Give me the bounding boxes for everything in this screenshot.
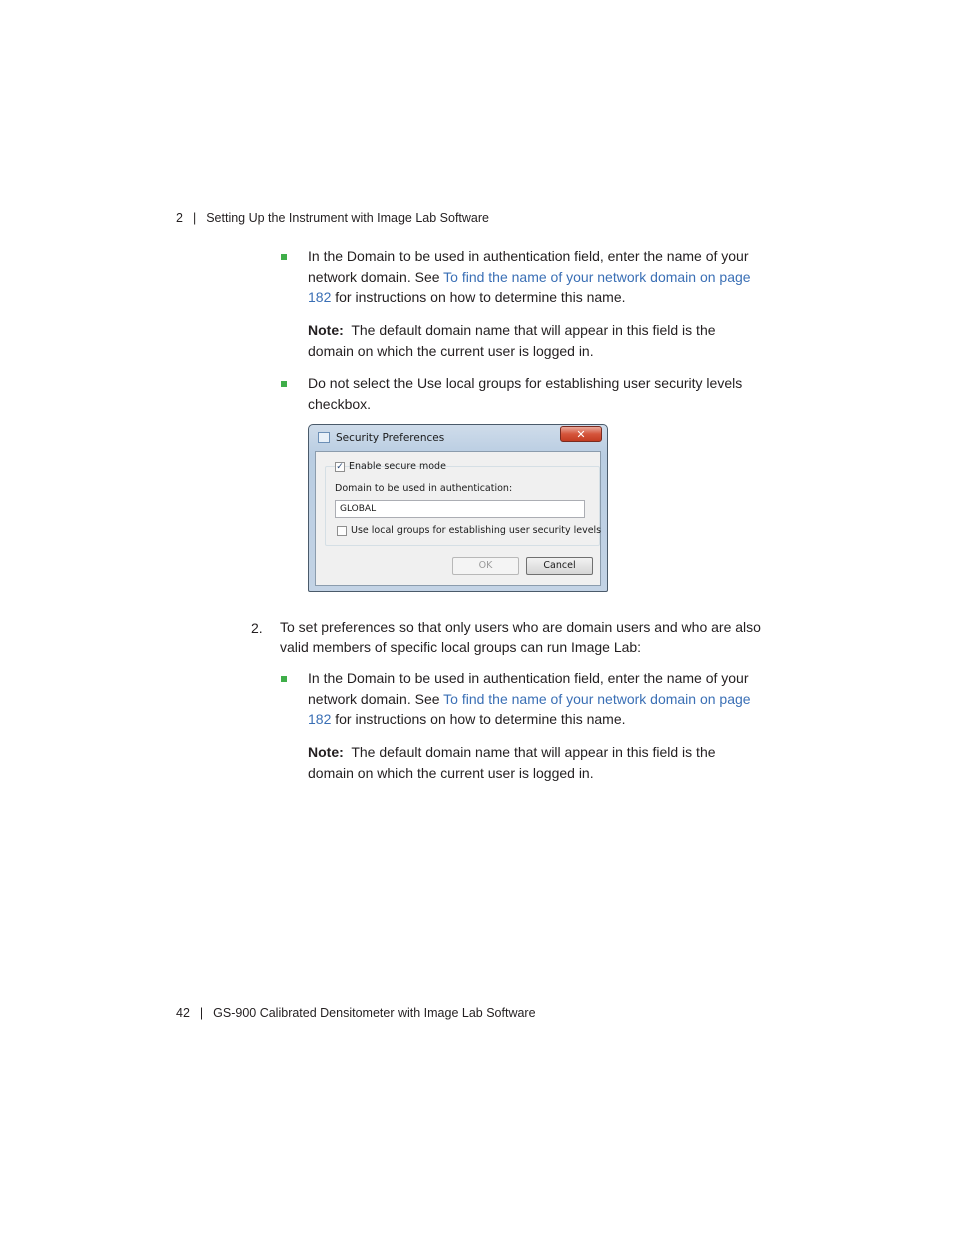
enable-secure-mode-checkbox[interactable]: ✓ xyxy=(336,462,344,472)
use-local-groups-label: Use local groups for establishing user security levels xyxy=(351,525,602,536)
note-label: Note: xyxy=(308,322,344,338)
security-preferences-dialog xyxy=(308,424,608,592)
cross-reference-link[interactable]: To find the name of your network domain on page 182 xyxy=(308,690,751,727)
dialog-client-area xyxy=(315,451,601,586)
bullet-text: In the Domain to be used in authentication field, enter the name of your network domain. See xyxy=(308,248,749,285)
dialog-title: Security Preferences xyxy=(336,432,445,444)
footer-page-number: 42 xyxy=(176,1006,190,1020)
enable-secure-mode-label: Enable secure mode xyxy=(349,461,446,472)
bullet-marker xyxy=(281,676,287,682)
note-label: Note: xyxy=(308,744,344,760)
bullet-marker xyxy=(281,254,287,260)
footer-title: GS-900 Calibrated Densitometer with Image Lab Software xyxy=(213,1006,536,1020)
step-text: To set preferences so that only users who are domain users and who are also valid members of specific local groups can run Image Lab: xyxy=(280,619,761,655)
domain-input[interactable]: GLOBAL xyxy=(335,500,585,518)
bullet-item-domain-field xyxy=(308,246,766,308)
use-local-groups-checkbox[interactable] xyxy=(337,526,347,536)
cross-reference-link[interactable]: To find the name of your network domain on page 182 xyxy=(308,268,751,305)
note xyxy=(308,320,738,361)
running-header xyxy=(176,211,489,225)
note xyxy=(308,742,738,783)
bullet-text: In the Domain to be used in authentication field, enter the name of your network domain. See xyxy=(308,670,749,707)
footer-separator: | xyxy=(199,1006,204,1020)
running-footer xyxy=(176,1006,536,1020)
header-separator: | xyxy=(192,211,197,225)
header-page-number: 2 xyxy=(176,211,183,225)
step-number: 2. xyxy=(251,620,263,636)
domain-label: Domain to be used in authentication: xyxy=(335,483,513,494)
bullet-item-domain-field xyxy=(308,668,766,730)
bullet-marker xyxy=(281,381,287,387)
ok-button[interactable]: OK xyxy=(452,557,519,575)
note-text: The default domain name that will appear in this field is the domain on which the current user is logged in. xyxy=(308,744,716,781)
close-button[interactable]: ✕ xyxy=(560,426,602,442)
header-title: Setting Up the Instrument with Image Lab Software xyxy=(206,211,489,225)
dialog-titlebar xyxy=(309,425,607,451)
bullet-text: for instructions on how to determine this name. xyxy=(331,711,626,727)
bullet-text: for instructions on how to determine this name. xyxy=(331,289,626,305)
note-text: The default domain name that will appear in this field is the domain on which the current user is logged in. xyxy=(308,322,716,359)
app-icon xyxy=(318,432,330,443)
bullet-text: Do not select the Use local groups for establishing user security levels checkbox. xyxy=(308,375,743,412)
bullet-item-local-groups xyxy=(308,373,758,414)
cancel-button[interactable]: Cancel xyxy=(526,557,593,575)
